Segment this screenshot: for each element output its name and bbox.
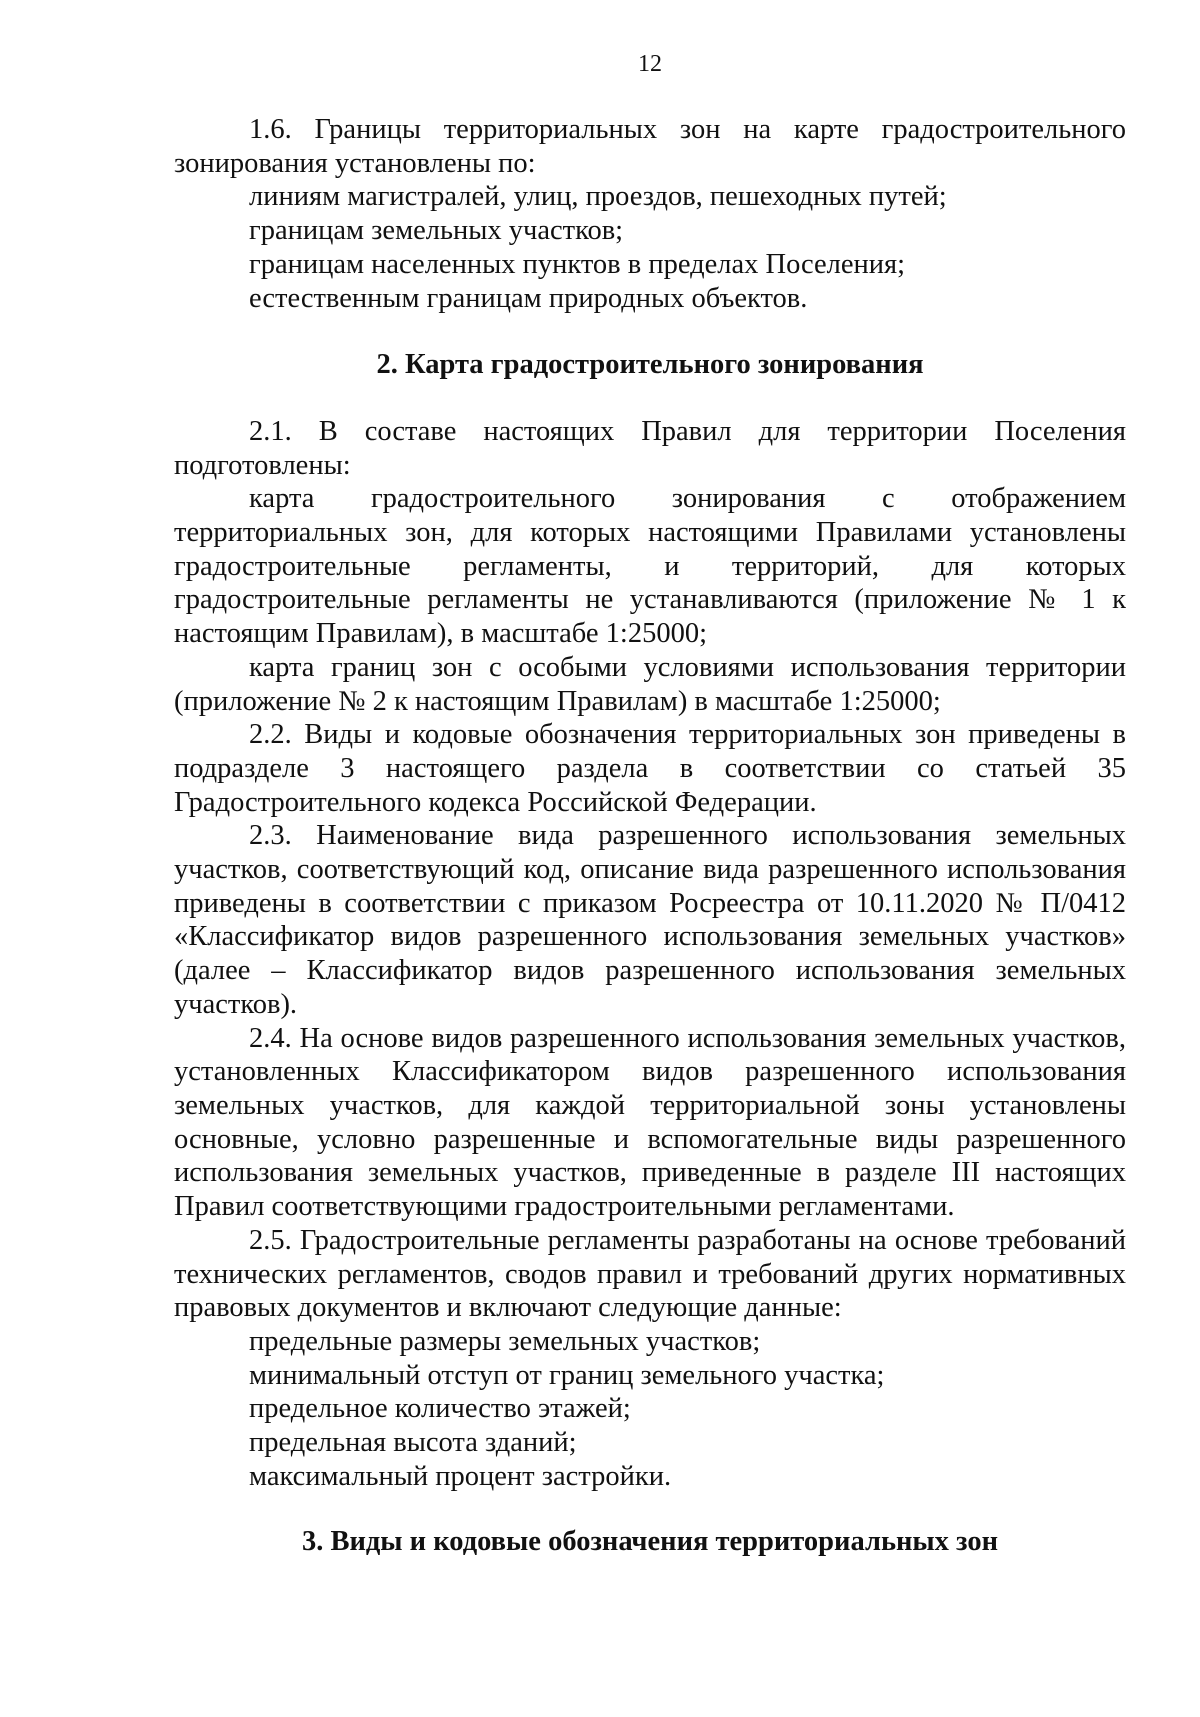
document-body xyxy=(174,113,1126,1559)
list-item: минимальный отступ от границ земельного участка; xyxy=(249,1359,885,1391)
paragraph-2-1-b: карта границ зон с особыми условиями использования территории (приложение № 2 к настоящим Правилам) в масштабе 1:25000; xyxy=(174,651,1126,717)
list-item: границам населенных пунктов в пределах Поселения; xyxy=(249,248,906,280)
paragraph-2-2: 2.2. Виды и кодовые обозначения территориальных зон приведены в подразделе 3 настоящего раздела в соответствии со статьей 35 Градостроительного кодекса Российской Федерации. xyxy=(174,719,1126,818)
page-number: 12 xyxy=(638,51,662,77)
list-item: предельные размеры земельных участков; xyxy=(249,1325,761,1357)
section-heading-2: 2. Карта градостроительного зонирования xyxy=(376,349,924,381)
section-heading-3: 3. Виды и кодовые обозначения территориальных зон xyxy=(301,1526,999,1558)
paragraph-1-6: 1.6. Границы территориальных зон на карте градостроительного зонирования установлены по: xyxy=(174,114,1126,179)
paragraph-2-5: 2.5. Градостроительные регламенты разработаны на основе требований технических регламентов, сводов правил и требований других нормативных правовых документов и включают следующие данные: xyxy=(174,1224,1126,1324)
paragraph-2-3: 2.3. Наименование вида разрешенного использования земельных участков, соответствующий код, описание вида разрешенного использования приведены в соответствии с приказом Росреестра от 10.11.2020 № П/0412 «Классификатор видов разрешенного использования земельных участков» (далее – Классификатор видов разрешенного использования земельных участков). xyxy=(174,820,1126,1020)
paragraph-2-1-a: карта градостроительного зонирования с отображением территориальных зон, для которых настоящими Правилами установлены градостроительные регламенты, и территорий, для которых градостроительные регламенты не устанавливаются (приложение № 1 к настоящим Правилам), в масштабе 1:25000; xyxy=(174,483,1126,650)
list-item: предельное количество этажей; xyxy=(249,1393,631,1425)
list-item: линиям магистралей, улиц, проездов, пешеходных путей; xyxy=(249,181,947,213)
list-item: естественным границам природных объектов. xyxy=(249,282,808,314)
list-item: максимальный процент застройки. xyxy=(249,1460,672,1492)
paragraph-2-4: 2.4. На основе видов разрешенного использования земельных участков, установленных Классификатором видов разрешенного использования земельных участков, для каждой территориальной зоны установлены основные, условно разрешенные и вспомогательные виды разрешенного использования земельных участков, приведенные в разделе III настоящих Правил соответствующими градостроительными регламентами. xyxy=(174,1022,1126,1223)
list-item: границам земельных участков; xyxy=(249,215,624,247)
list-item: предельная высота зданий; xyxy=(249,1427,577,1459)
paragraph-2-1: 2.1. В составе настоящих Правил для территории Поселения подготовлены: xyxy=(174,415,1126,481)
